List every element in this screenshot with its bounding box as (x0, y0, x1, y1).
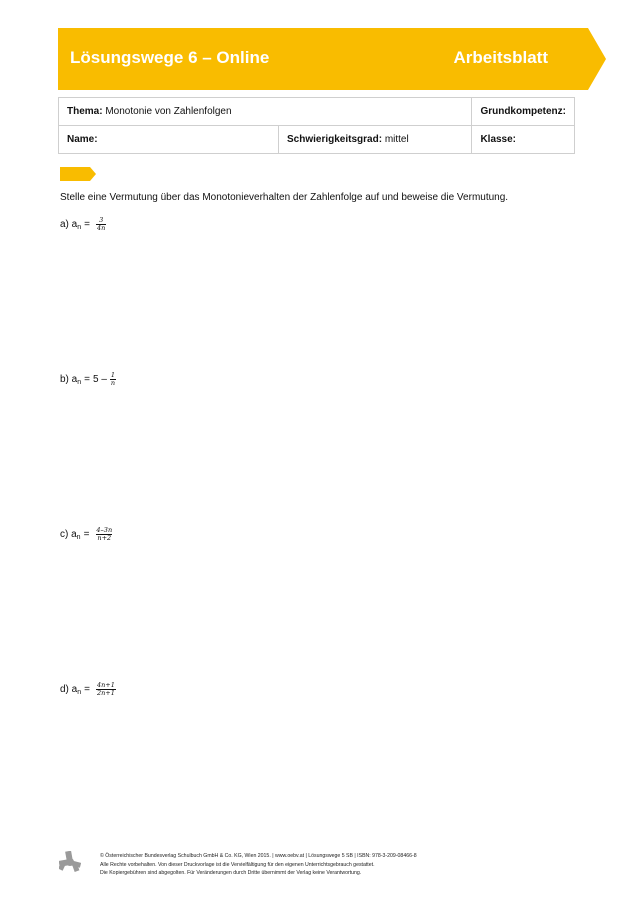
topic-cell (59, 98, 472, 126)
competence-label: Grundkompetenz: (480, 106, 566, 117)
task-a-label: a) a (60, 218, 78, 230)
difficulty-value: mittel (384, 134, 409, 145)
footer-line-1: © Österreichischer Bundesverlag Schulbuch GmbH & Co. KG, Wien 2015. | www.oebv.at | Lösungswege 5 SB | ISBN: 978-3-209-08466-8 (100, 853, 417, 859)
task-c-subscript: n (76, 533, 81, 541)
task-c-equals: = (83, 528, 90, 540)
task-d-fraction (96, 682, 116, 697)
task-d-denominator: 2n+1 (96, 688, 115, 697)
task-d-equals: = (84, 683, 90, 695)
class-label: Klasse: (480, 134, 517, 145)
topic-label: Thema: (67, 106, 103, 117)
task-c-label: c) a (60, 528, 77, 540)
task-a-equals: = (84, 218, 90, 230)
task-d-subscript: n (77, 688, 82, 696)
task-a (60, 217, 106, 232)
task-b-label: b) a (60, 373, 78, 385)
task-a-fraction (96, 217, 106, 232)
footer-line-3: Die Kopiergebühren sind abgegolten. Für Veränderungen durch Dritte übernimmt der Verlag keine Verantwortung. (100, 870, 362, 877)
footer-line-2: Alle Rechte vorbehalten. Von dieser Druckvorlage ist die Vervielfältigung für den eigenen Unterrichtsgebrauch gestattet. (100, 861, 375, 868)
worksheet-series-title: Lösungswege 6 – Online (70, 48, 270, 67)
name-label: Name: (67, 134, 98, 145)
info-row-topic (59, 98, 575, 126)
task-a-subscript: n (77, 223, 82, 231)
task-c-fraction (95, 527, 113, 542)
competence-cell[interactable] (472, 98, 575, 126)
difficulty-cell (279, 126, 472, 154)
task-b (60, 372, 116, 387)
topic-value: Monotonie von Zahlenfolgen (105, 106, 232, 117)
info-row-name (59, 126, 575, 154)
task-c (60, 527, 113, 542)
difficulty-label: Schwierigkeitsgrad: (287, 134, 383, 145)
section-marker-arrow (60, 167, 96, 181)
document-type-label: Arbeitsblatt (453, 48, 548, 67)
task-d (60, 682, 116, 697)
task-b-prefix: 5 – (92, 373, 107, 385)
task-c-numerator: 4–3n (96, 526, 113, 534)
task-d-numerator: 4n+1 (96, 681, 115, 689)
task-d-label: d) a (60, 683, 78, 695)
task-a-numerator: 3 (99, 216, 104, 224)
header-banner (58, 28, 606, 90)
copyright-footer (100, 852, 417, 878)
class-cell[interactable] (472, 126, 575, 154)
task-b-denominator: n (110, 378, 116, 387)
task-b-subscript: n (77, 378, 82, 386)
task-instruction: Stelle eine Vermutung über das Monotonieverhalten der Zahlenfolge auf und beweise die Vermutung. (60, 192, 509, 203)
task-b-numerator: 1 (110, 371, 116, 379)
task-b-equals: = (84, 373, 90, 385)
task-a-denominator: 4n (96, 223, 106, 232)
task-b-fraction (110, 372, 116, 387)
publisher-logo-icon (59, 851, 81, 873)
worksheet-info-table (58, 97, 575, 154)
task-c-denominator: n+2 (97, 533, 112, 542)
name-cell[interactable] (59, 126, 279, 154)
